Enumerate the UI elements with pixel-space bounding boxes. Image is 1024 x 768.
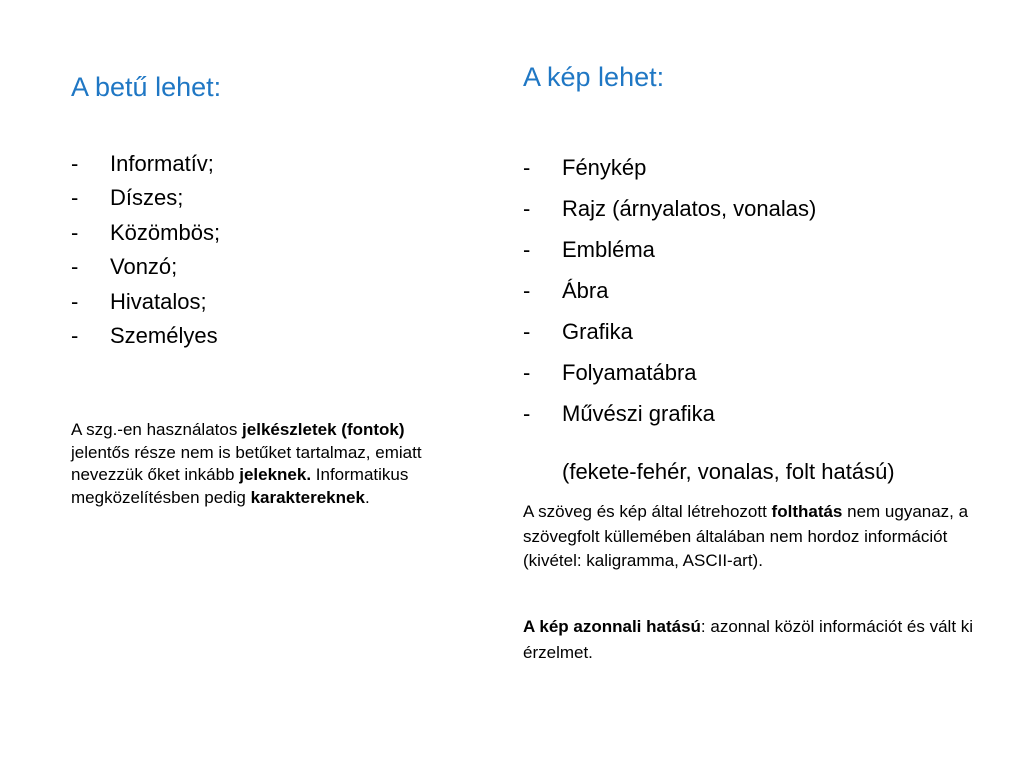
bold-term-jelkeszletek: jelkészletek (fontok) [242,420,405,439]
dash-bullet: - [523,319,531,344]
dash-bullet: - [523,196,531,221]
list-item [71,285,220,319]
list-item [523,229,816,270]
bold-term-folthatas: folthatás [771,502,843,521]
list-item-text: Vonzó; [110,254,178,280]
right-list [523,147,816,434]
dash-bullet: - [523,237,531,262]
list-item-text: Hivatalos; [110,288,207,314]
bold-term-jeleknek: jeleknek. [239,465,312,484]
dash-bullet: - [71,219,79,245]
right-heading: A kép lehet: [523,62,665,92]
paragraph-text: : azonnal közöl információt és vált ki érzelmet. [523,617,974,662]
list-item-text: Informatív; [110,151,214,176]
dash-bullet: - [71,288,79,314]
list-item-text: Személyes [110,323,218,349]
style-note: (fekete-fehér, vonalas, folt hatású) [562,459,895,484]
list-item-text: Közömbös; [110,219,221,245]
list-item [71,319,220,353]
list-item [71,181,220,215]
list-item-text: Művészi grafika [562,401,715,426]
dash-bullet: - [71,151,79,176]
dash-bullet: - [523,278,531,303]
list-item-text: Grafika [562,319,633,344]
dash-bullet: - [523,401,531,426]
bold-term-azonnali: A kép azonnali hatású [523,617,701,636]
list-item [523,311,816,352]
list-item [71,250,220,284]
paragraph-text: A szöveg és kép által létrehozott [523,502,772,521]
immediate-effect-paragraph [523,614,993,666]
paragraph-text: . [364,487,370,507]
list-item [523,188,816,229]
left-list [71,147,220,353]
list-item-text: Díszes; [110,185,184,211]
fonts-paragraph [71,419,451,509]
dash-bullet: - [71,323,79,349]
dash-bullet: - [523,360,531,385]
paragraph-text: nem ugyanaz, a szövegfolt küllemében általában nem hordoz információt [523,502,969,546]
list-item-text: Fénykép [562,155,647,180]
list-item [523,147,816,188]
list-item [523,352,816,393]
list-item [523,393,816,434]
list-item-text: Embléma [562,237,655,262]
paragraph-text: A szg.-en használatos [71,420,243,439]
left-heading: A betű lehet: [71,72,222,102]
bold-term-karaktereknek: karaktereknek [250,487,365,507]
list-item [71,147,220,181]
list-item [523,270,816,311]
paragraph-text: (kivétel: kaligramma, ASCII-art). [523,551,763,570]
paragraph-text: jelentős része nem is betűket tartalmaz, emiatt nevezzük őket inkább [71,442,422,484]
paragraph-text: Informatikus megközelítésben pedig [71,465,409,507]
list-item-text: Folyamatábra [562,360,697,385]
dash-bullet: - [523,155,531,180]
dash-bullet: - [71,185,79,211]
folthatas-paragraph [523,500,993,574]
list-item-text: Rajz (árnyalatos, vonalas) [562,196,817,221]
list-item [71,216,220,250]
list-item-text: Ábra [562,278,609,303]
dash-bullet: - [71,254,79,280]
